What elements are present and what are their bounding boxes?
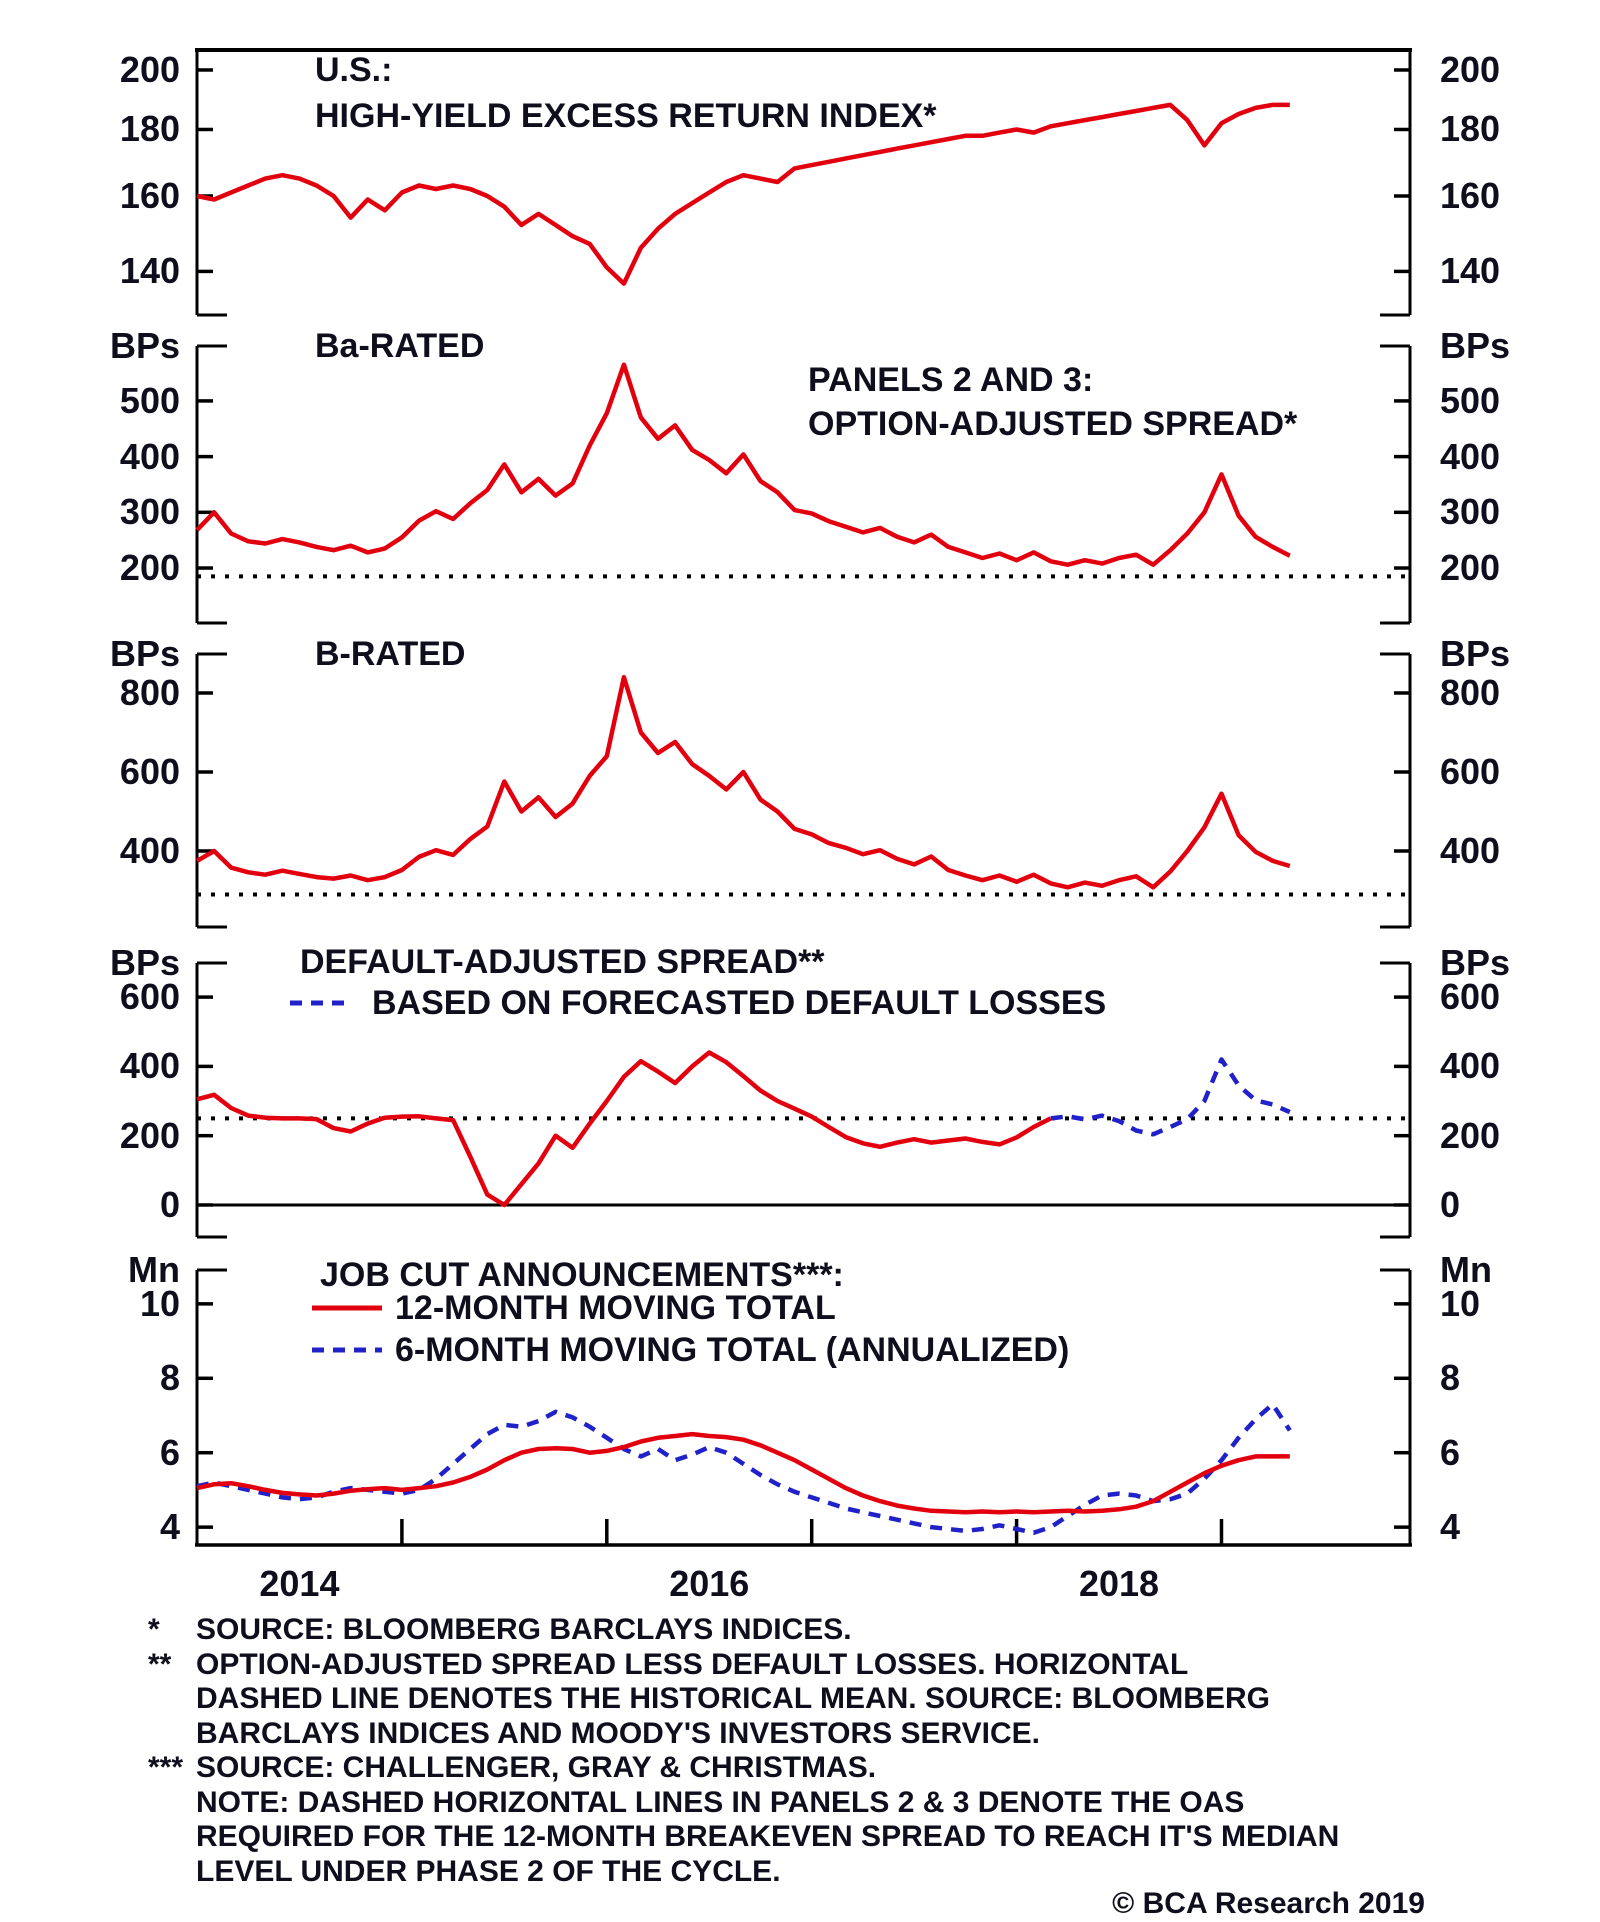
footnote-marker: * bbox=[148, 1613, 160, 1646]
y-tick-label-right: 200 bbox=[1440, 48, 1501, 90]
footnote-text: SOURCE: CHALLENGER, GRAY & CHRISTMAS. bbox=[196, 1751, 877, 1784]
series-b-rated-oas bbox=[197, 677, 1290, 887]
y-tick-label-left: 200 bbox=[119, 547, 180, 589]
y-axis-unit-left: BPs bbox=[109, 633, 180, 674]
y-tick-label-right: 400 bbox=[1440, 829, 1501, 871]
panel-title: PANELS 2 AND 3: bbox=[808, 361, 1094, 399]
panel-title: OPTION-ADJUSTED SPREAD* bbox=[808, 405, 1298, 443]
footnote-text: LEVEL UNDER PHASE 2 OF THE CYCLE. bbox=[196, 1854, 781, 1888]
panel-title: JOB CUT ANNOUNCEMENTS***: bbox=[320, 1256, 844, 1294]
y-tick-label-left: 4 bbox=[159, 1506, 180, 1548]
legend-label: BASED ON FORECASTED DEFAULT LOSSES bbox=[372, 984, 1107, 1022]
y-tick-label-right: 200 bbox=[1440, 1114, 1501, 1156]
footnote-text: BARCLAYS INDICES AND MOODY'S INVESTORS SERVICE. bbox=[196, 1716, 1040, 1750]
x-axis-year-label: 2018 bbox=[1078, 1563, 1160, 1604]
y-tick-label-right: 600 bbox=[1440, 750, 1501, 792]
footnote-marker: *** bbox=[148, 1751, 184, 1784]
y-tick-label-right: 4 bbox=[1440, 1506, 1461, 1548]
footnote-text: SOURCE: BLOOMBERG BARCLAYS INDICES. bbox=[196, 1613, 852, 1646]
x-axis-year-label: 2016 bbox=[669, 1563, 750, 1604]
panel-title: B-RATED bbox=[315, 635, 466, 673]
series-job-cuts-12m-total bbox=[197, 1434, 1290, 1512]
y-tick-label-left: 400 bbox=[119, 1045, 180, 1087]
y-tick-label-right: 6 bbox=[1440, 1431, 1461, 1473]
footnote-text: OPTION-ADJUSTED SPREAD LESS DEFAULT LOSSES. HORIZONTAL bbox=[196, 1647, 1189, 1681]
series-job-cuts-6m-annualized bbox=[197, 1404, 1290, 1532]
y-tick-label-right: 180 bbox=[1440, 108, 1501, 150]
y-tick-label-left: 500 bbox=[119, 379, 180, 421]
y-tick-label-left: 600 bbox=[119, 976, 180, 1018]
y-tick-label-left: 6 bbox=[159, 1431, 180, 1473]
panel-title: Ba-RATED bbox=[315, 327, 485, 365]
y-tick-label-right: 0 bbox=[1440, 1183, 1461, 1225]
y-tick-label-left: 600 bbox=[119, 750, 180, 792]
panel-title: U.S.: bbox=[315, 51, 393, 89]
y-tick-label-right: 800 bbox=[1440, 671, 1501, 713]
footnote-marker: ** bbox=[148, 1647, 172, 1681]
y-axis-unit-right: BPs bbox=[1440, 633, 1511, 674]
footnote-text: DASHED LINE DENOTES THE HISTORICAL MEAN. SOURCE: BLOOMBERG bbox=[196, 1682, 1270, 1715]
y-tick-label-right: 400 bbox=[1440, 1045, 1501, 1087]
legend-label: 6-MONTH MOVING TOTAL (ANNUALIZED) bbox=[395, 1331, 1070, 1369]
panel-title: HIGH-YIELD EXCESS RETURN INDEX* bbox=[315, 97, 937, 135]
y-axis-unit-left: BPs bbox=[109, 325, 180, 366]
footnote-text: NOTE: DASHED HORIZONTAL LINES IN PANELS 2 & 3 DENOTE THE OAS bbox=[196, 1785, 1245, 1819]
y-tick-label-left: 200 bbox=[119, 48, 180, 90]
y-tick-label-left: 140 bbox=[119, 250, 180, 292]
y-tick-label-right: 300 bbox=[1440, 491, 1501, 533]
y-tick-label-left: 10 bbox=[139, 1282, 180, 1324]
y-tick-label-left: 160 bbox=[119, 174, 180, 216]
y-axis-unit-right: BPs bbox=[1440, 942, 1511, 983]
y-tick-label-left: 180 bbox=[119, 108, 180, 150]
copyright: © BCA Research 2019 bbox=[1112, 1887, 1425, 1920]
y-axis-unit-right: BPs bbox=[1440, 325, 1511, 366]
legend-label: 12-MONTH MOVING TOTAL bbox=[395, 1289, 836, 1327]
y-tick-label-right: 200 bbox=[1440, 547, 1501, 589]
y-tick-label-right: 8 bbox=[1440, 1357, 1461, 1399]
series-ba-rated-oas bbox=[197, 361, 1290, 565]
series-default-adjusted-spread-realized bbox=[197, 1053, 1051, 1206]
y-tick-label-right: 400 bbox=[1440, 435, 1501, 477]
y-tick-label-left: 8 bbox=[159, 1357, 180, 1399]
y-tick-label-right: 10 bbox=[1440, 1282, 1481, 1324]
y-tick-label-left: 800 bbox=[119, 671, 180, 713]
x-axis-year-label: 2014 bbox=[259, 1563, 340, 1604]
y-tick-label-left: 400 bbox=[119, 435, 180, 477]
y-tick-label-right: 600 bbox=[1440, 976, 1501, 1018]
y-tick-label-right: 500 bbox=[1440, 379, 1501, 421]
y-tick-label-left: 200 bbox=[119, 1114, 180, 1156]
y-tick-label-right: 160 bbox=[1440, 174, 1501, 216]
y-axis-unit-left: BPs bbox=[109, 942, 180, 983]
y-tick-label-left: 0 bbox=[159, 1183, 180, 1225]
y-tick-label-right: 140 bbox=[1440, 250, 1501, 292]
panel-title: DEFAULT-ADJUSTED SPREAD** bbox=[300, 943, 825, 981]
y-tick-label-left: 400 bbox=[119, 829, 180, 871]
series-default-adjusted-spread-forecast bbox=[1051, 1060, 1290, 1135]
y-tick-label-left: 300 bbox=[119, 491, 180, 533]
footnote-text: REQUIRED FOR THE 12-MONTH BREAKEVEN SPREAD TO REACH IT'S MEDIAN bbox=[196, 1820, 1340, 1853]
y-axis-unit-left: Mn bbox=[128, 1249, 180, 1290]
y-axis-unit-right: Mn bbox=[1440, 1249, 1492, 1290]
